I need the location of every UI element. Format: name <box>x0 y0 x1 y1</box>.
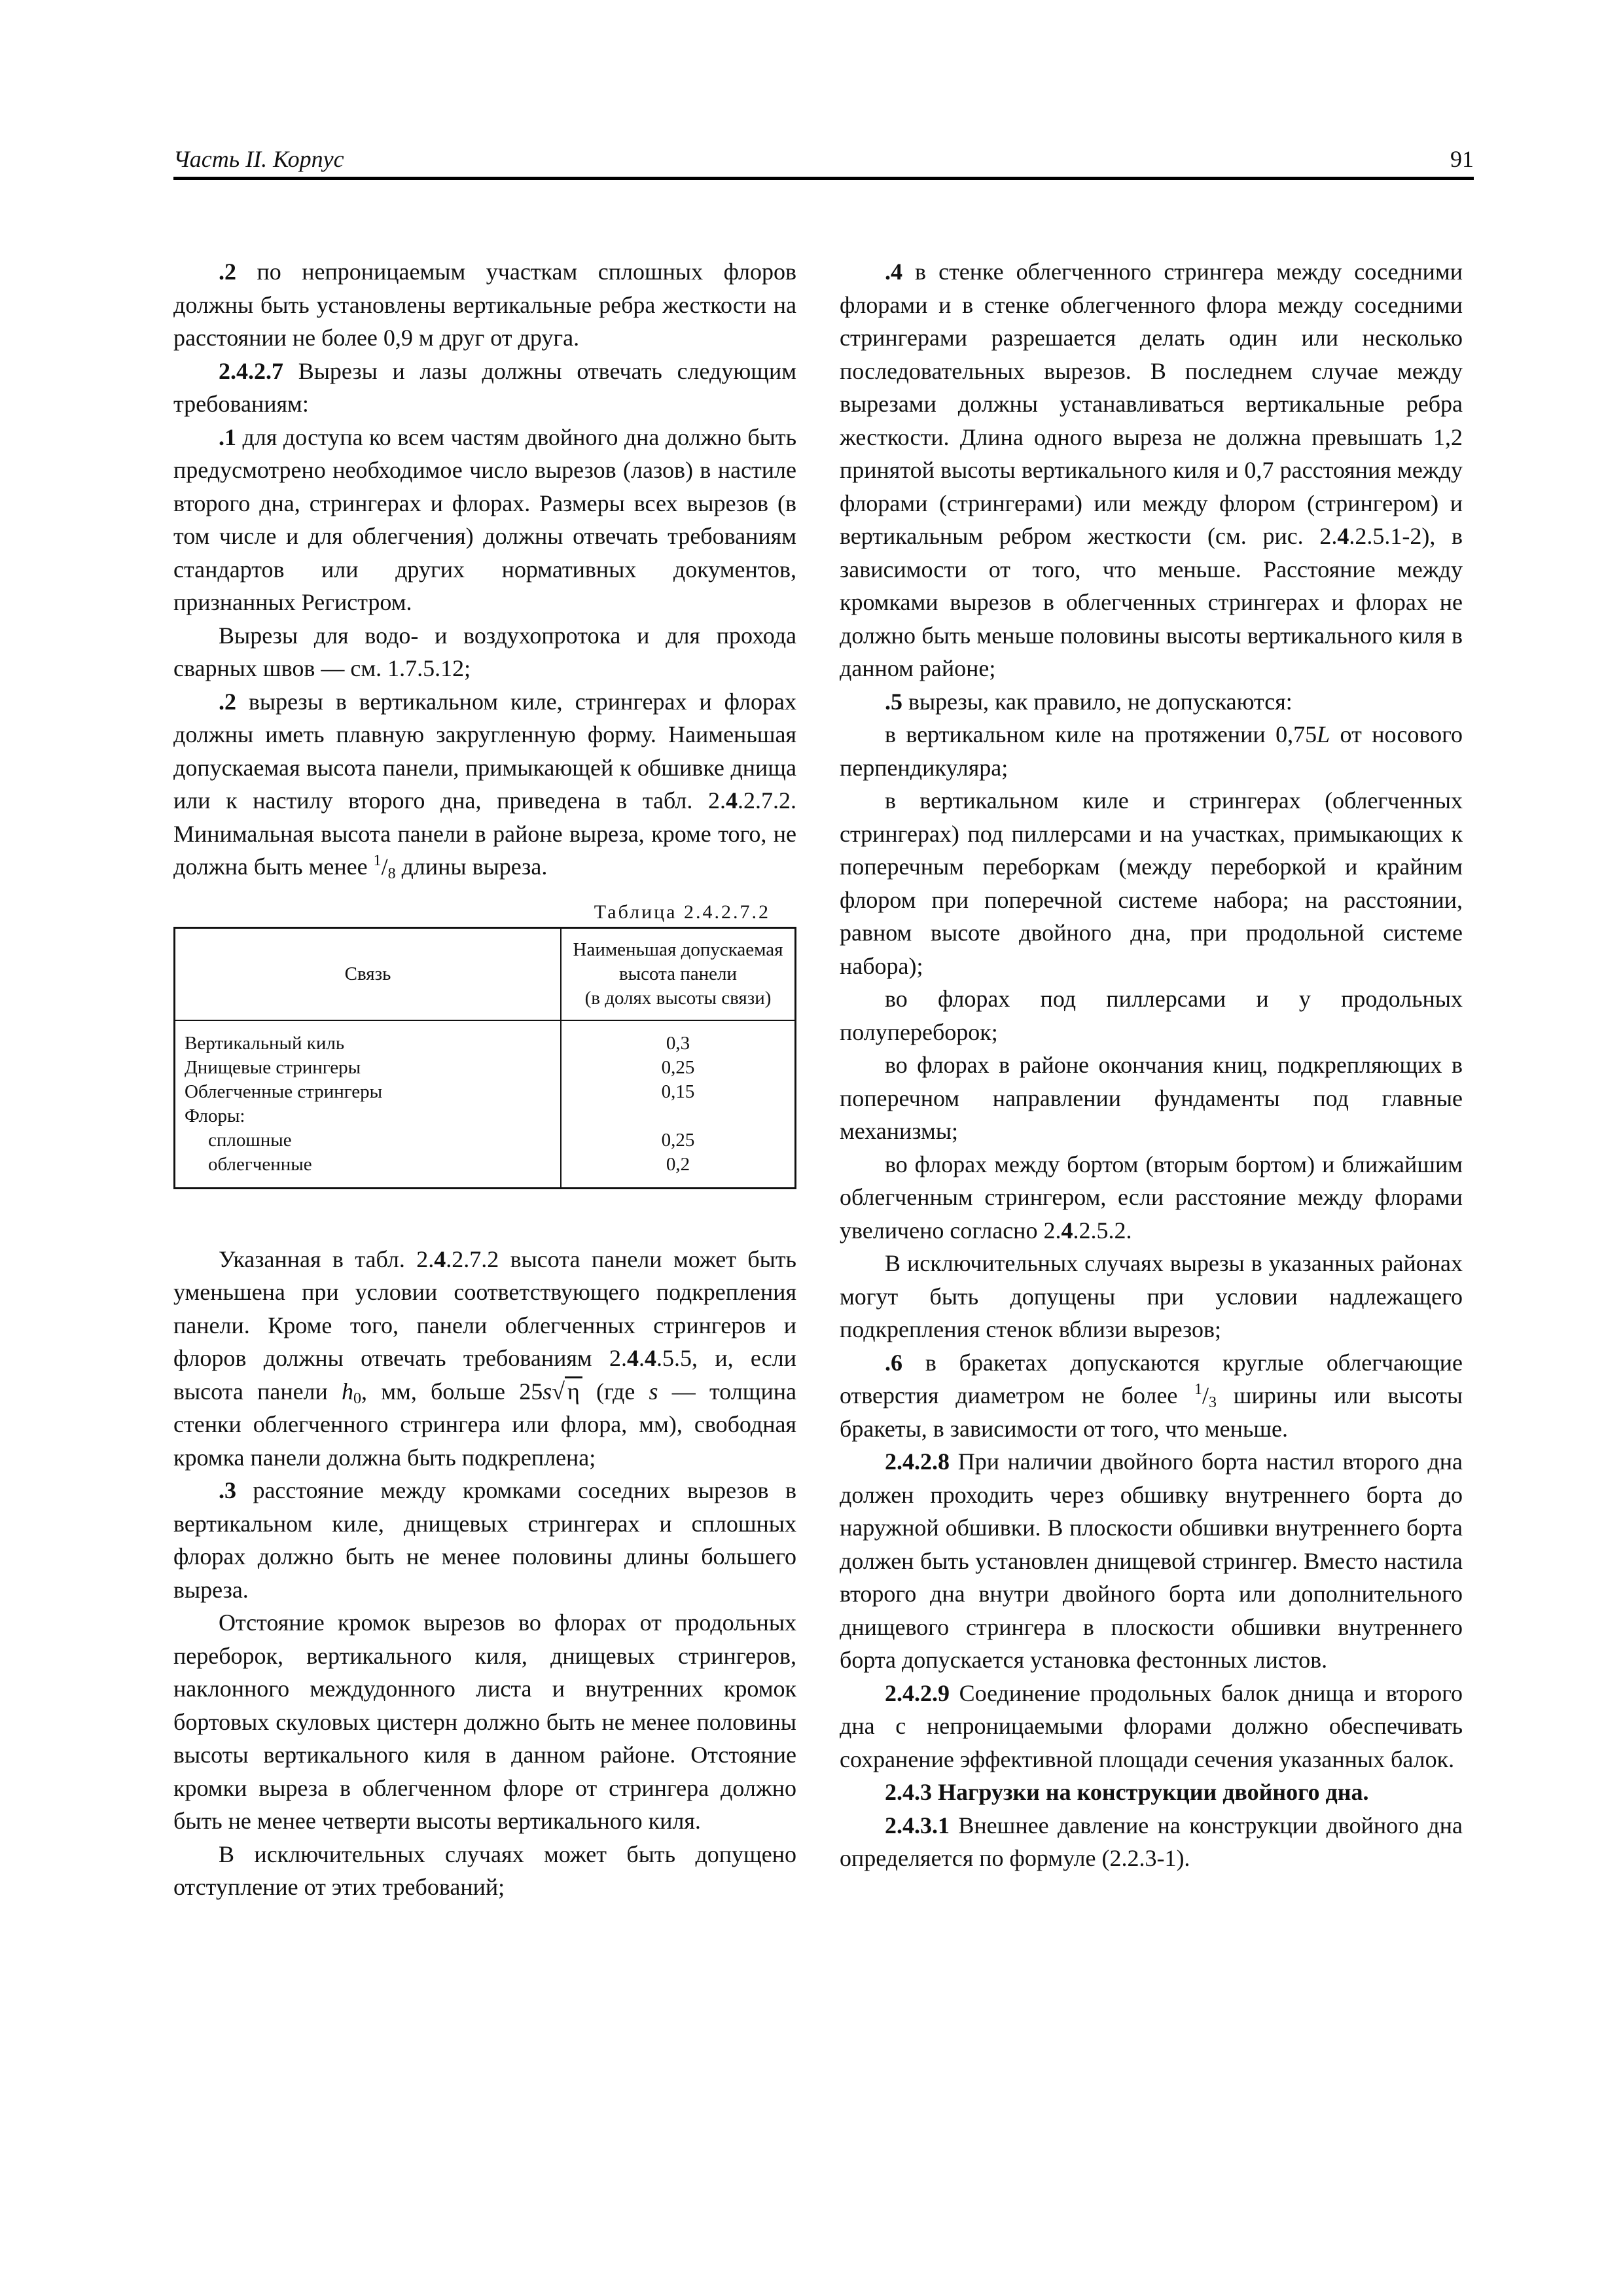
paragraph: В исключительных случаях может быть допущено отступление от этих требований; <box>173 1840 796 1900</box>
fraction: $^1/_8$ <box>373 852 396 882</box>
paragraph: .1 для доступа ко всем частям двойного дна должно быть предусмотрено необходимое число вырезов (лазов) в настиле второго дна, стрингерах и флорах. Размеры всех вырезов (в том числе и для облегчения) должны отвечать требованиям стандартов или других нормативных документов, признанных Регистром. <box>173 423 796 615</box>
paragraph: 2.4.3.1 Внешнее давление на конструкции двойного дна определяется по формуле (2.2.3-1). <box>840 1812 1463 1871</box>
data-table <box>173 927 796 1189</box>
paragraph: во флорах под пиллерсами и у продольных полупереборок; <box>840 986 1463 1045</box>
header-rule <box>173 177 1474 180</box>
paragraph: .2 по непроницаемым участкам сплошных флоров должны быть установлены вертикальные ребра жесткости на расстоянии не более 0,9 м друг от друга. <box>173 259 796 351</box>
paragraph: В исключительных случаях вырезы в указанных районах могут быть допущены при условии надлежащего подкрепления стенок вблизи вырезов; <box>840 1250 1463 1342</box>
left-column <box>173 255 796 1904</box>
paragraph: 2.4.2.7 Вырезы и лазы должны отвечать следующим требованиям: <box>173 357 796 417</box>
paragraph: .5 вырезы, как правило, не допускаются: <box>885 688 1293 715</box>
paragraph: .3 расстояние между кромками соседних вырезов в вертикальном киле, днищевых стрингерах и сплошных флорах должно быть не менее половины длины большего выреза. <box>173 1477 796 1603</box>
table-row: Флоры: <box>175 1104 796 1128</box>
paragraph: .6 в бракетах допускаются круглые облегчающие отверстия диаметром не более $^1/_3$ ширины или высоты бракеты, в зависимости от того, что меньше. <box>840 1349 1463 1442</box>
sqrt-sign: √ <box>552 1378 565 1405</box>
table-header-cell: Наименьшая допускаемая высота панели (в долях высоты связи) <box>561 927 796 1020</box>
table-row: Днищевые стрингеры 0,25 <box>175 1056 796 1080</box>
section-heading: 2.4.3 Нагрузки на конструкции двойного дна. <box>885 1779 1369 1805</box>
table-row: облегченные 0,2 <box>175 1153 796 1189</box>
paragraph: 2.4.2.8 При наличии двойного борта настил второго дна должен проходить через обшивку внутреннего борта до наружной обшивки. В плоскости обшивки внутреннего борта должен быть установлен днищевой стрингер. Вместо настила второго дна внутри двойного борта или дополнительного днищевого стрингера в плоскости обшивки внутреннего борта допускается установка фестонных листов. <box>840 1448 1463 1673</box>
paragraph: во флорах в районе окончания книц, подкрепляющих в поперечном направлении фундаменты под главные механизмы; <box>840 1052 1463 1144</box>
table-caption: Таблица 2.4.2.7.2 <box>594 901 770 923</box>
table-row: Облегченные стрингеры 0,15 <box>175 1080 796 1104</box>
table-row: сплошные 0,25 <box>175 1128 796 1153</box>
running-title: Часть II. Корпус <box>173 146 344 172</box>
table-row: Вертикальный киль 0,3 <box>175 1020 796 1056</box>
page-header <box>173 145 1474 178</box>
paragraph: 2.4.2.9 Соединение продольных балок днища и второго дна с непроницаемыми флорами должно обеспечивать сохранение эффективной площади сечения указанных балок. <box>840 1679 1463 1772</box>
paragraph: .2 вырезы в вертикальном киле, стрингерах и флорах должны иметь плавную закругленную форму. Наименьшая допускаемая высота панели, примыкающей к обшивке днища или к настилу второго дна, приведена в табл. 2.4.2.7.2. Минимальная высота панели в районе выреза, кроме того, не должна быть менее $^1/_8$ длины выреза. <box>173 688 796 882</box>
paragraph: Вырезы для водо- и воздухопротока и для прохода сварных швов — см. 1.7.5.12; <box>173 622 796 681</box>
fraction: $^1/_3$ <box>1194 1381 1217 1411</box>
paragraph: в вертикальном киле и стрингерах (облегченных стрингерах) под пиллерсами и на участках, примыкающих к поперечным переборкам (между переборкой и крайним флором при поперечной системе набора; на расстоянии, равном высоте двойного дна, при продольной системе набора); <box>840 787 1463 979</box>
sqrt-operand: η <box>565 1376 582 1405</box>
paragraph: .4 в стенке облегченного стрингера между соседними флорами и в стенке облегченного флора между соседними стрингерами разрешается делать один или несколько последовательных вырезов. В последнем случае между вырезами должны устанавливаться вертикальные ребра жесткости. Длина одного выреза не должна превышать 1,2 принятой высоты вертикального киля и 0,7 расстояния между флорами (стрингерами) или между флором (стрингером) и вертикальным ребром жесткости (см. рис. 2.4.2.5.1-2), в зависимости от того, что меньше. Расстояние между кромками вырезов в облегченных стрингерах и флорах не должно быть меньше половины высоты вертикального киля в данном районе; <box>840 259 1463 681</box>
paragraph: Указанная в табл. 2.4.2.7.2 высота панели может быть уменьшена при условии соответствующего подкрепления панели. Кроме того, панели облегченных стрингеров и флоров должны отвечать требованиям 2.4.4.5.5, и, если высота панели $h_0$, мм, больше 25s√ η (где s — толщина стенки облегченного стрингера или флора, мм), свободная кромка панели должна быть подкреплена; <box>173 1246 796 1471</box>
table-header-row <box>175 927 796 1020</box>
table-header-cell: Связь <box>175 927 562 1020</box>
paragraph: во флорах между бортом (вторым бортом) и ближайшим облегченным стрингером, если расстояние между флорами увеличено согласно 2.4.2.5.2. <box>840 1151 1463 1244</box>
page-number: 91 <box>1450 146 1474 172</box>
paragraph: Отстояние кромок вырезов во флорах от продольных переборок, вертикального киля, днищевых стрингеров, наклонного междудонного листа и внутренних кромок бортовых скуловых цистерн должно быть не менее половины высоты вертикального киля в данном районе. Отстояние кромки выреза в облегченном флоре от стрингера должно быть не менее четверти высоты вертикального киля. <box>173 1609 796 1834</box>
paragraph: в вертикальном киле на протяжении 0,75L от носового перпендикуляра; <box>840 721 1463 781</box>
right-column <box>840 255 1463 1875</box>
